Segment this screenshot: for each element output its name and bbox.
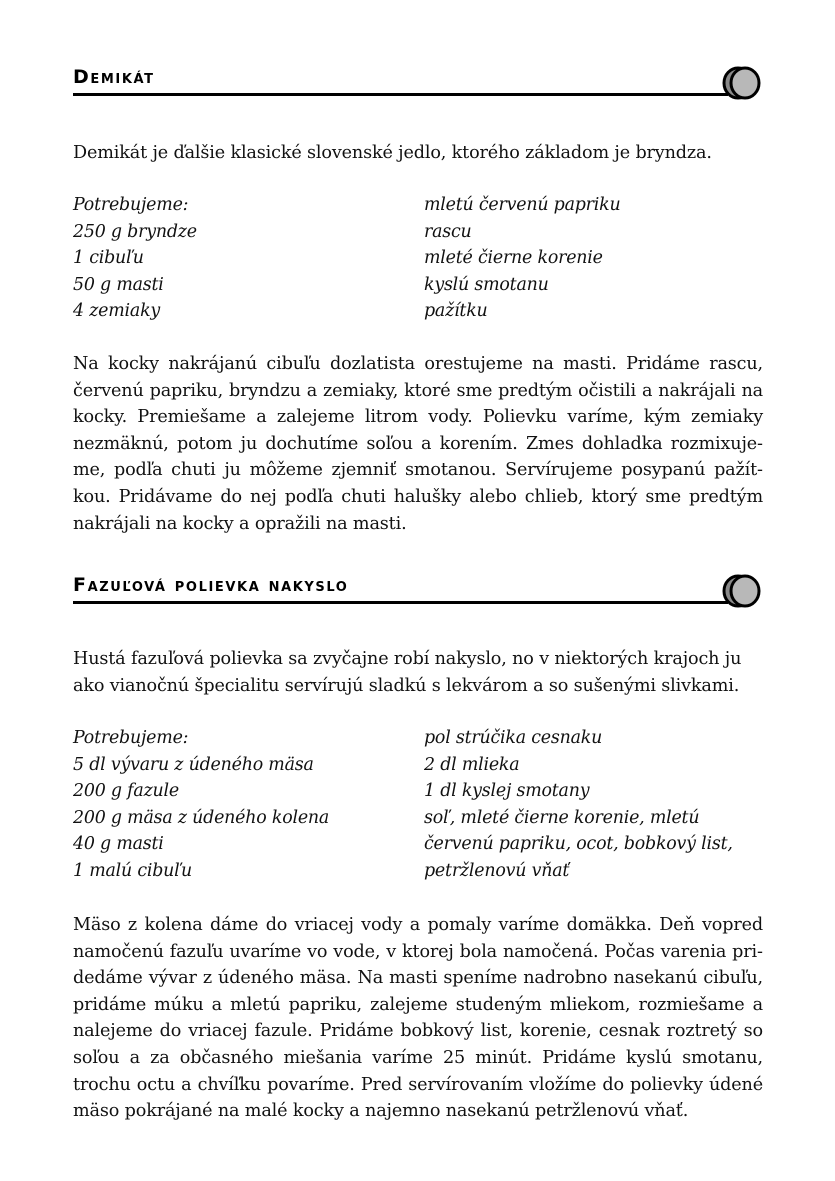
heading-rule xyxy=(73,601,728,604)
ingredient-item: 250 g bryndze xyxy=(73,221,197,242)
recipe-heading-demikat xyxy=(73,66,763,100)
recipe-method: Na kocky nakrájanú cibuľu dozlatista orestujeme na masti. Pridáme rascu, červenú papriku, bryndzu a zemiaky, ktoré sme predtým očistili a nakrájali na kocky. Premiešame a zalejeme litrom vody. Polievku varíme, kým zemiaky nezmäknú, potom ju dochutíme soľou a korením. Zmes dohladka rozmixujeme, podľa chuti ju môžeme zjemniť smotanou. Servírujeme posypanú pažítkou. Pridávame do nej podľa chuti halušky alebo chlieb, ktorý sme predtým nakrájali na kocky a opražili na masti. xyxy=(73,354,763,534)
ingredient-item: 200 g mäsa z údeného kolena xyxy=(73,807,330,828)
ingredient-item: 40 g masti xyxy=(73,834,164,855)
ingredient-item: soľ, mleté čierne korenie, mletú xyxy=(424,807,700,828)
recipe-intro-line: ako vianočnú špecialitu servírujú sladkú s lekvárom a so sušenými slivkami. xyxy=(73,675,740,696)
ingredient-item: petržlenovú vňať xyxy=(424,860,570,881)
ingredient-item: 2 dl mlieka xyxy=(424,754,520,775)
double-circle-ornament-icon xyxy=(721,66,763,100)
ingredients-list-right xyxy=(424,192,621,325)
ingredients-list-left xyxy=(73,725,329,885)
ingredient-item: pol strúčika cesnaku xyxy=(424,728,603,748)
ingredients-list-left xyxy=(73,192,197,325)
ingredient-item: 5 dl vývaru z údeného mäsa xyxy=(73,754,314,775)
ingredient-item: 1 malú cibuľu xyxy=(73,860,192,881)
recipe-intro: Demikát je ďalšie klasické slovenské jedlo, ktorého základom je bryndza. xyxy=(73,143,712,163)
double-circle-ornament-icon xyxy=(721,574,763,608)
recipe-title: Fazuľová polievka nakyslo xyxy=(73,574,349,596)
ingredient-item: 1 cibuľu xyxy=(73,248,144,269)
ingredient-item: 4 zemiaky xyxy=(73,301,161,322)
ingredient-item: pažítku xyxy=(424,301,488,322)
ingredient-item: rascu xyxy=(424,221,472,242)
recipe-title: Demikát xyxy=(73,66,155,88)
ingredient-item: červenú papriku, ocot, bobkový list, xyxy=(424,834,733,855)
heading-rule xyxy=(73,93,728,96)
ingredient-item: Potrebujeme: xyxy=(73,728,189,748)
ingredient-item: Potrebujeme: xyxy=(73,195,189,215)
recipe-intro-line: Hustá fazuľová polievka sa zvyčajne robí nakyslo, no v niektorých krajoch ju xyxy=(73,649,742,669)
ingredients-list-right xyxy=(424,725,733,885)
recipe-heading-fazulova xyxy=(73,574,763,608)
ingredient-item: mletú červenú papriku xyxy=(424,195,621,215)
recipe-method: Mäso z kolena dáme do vriacej vody a pomaly varíme domäkka. Deň vopred namočenú fazuľu uvaríme vo vode, v ktorej bola namočená. Počas varenia pridedáme vývar z údeného mäsa. Na masti speníme nadrobno nasekanú cibuľu, pridáme múku a mletú papriku, zalejeme studeným mliekom, rozmiešame a nalejeme do vriacej fazule. Pridáme bobkový list, korenie, cesnak roztretý so soľou a za občasného miešania varíme 25 minút. Pridáme kyslú smotanu, trochu octu a chvíľku povaríme. Pred servírovaním vložíme do polievky údené mäso pokrájané na malé kocky a najemno nasekanú petržlenovú vňať. xyxy=(73,915,763,1122)
ingredient-item: 1 dl kyslej smotany xyxy=(424,781,590,802)
ingredient-item: 50 g masti xyxy=(73,274,164,295)
ingredient-item: kyslú smotanu xyxy=(424,274,549,295)
ingredient-item: mleté čierne korenie xyxy=(424,248,603,269)
ingredient-item: 200 g fazule xyxy=(73,781,180,802)
